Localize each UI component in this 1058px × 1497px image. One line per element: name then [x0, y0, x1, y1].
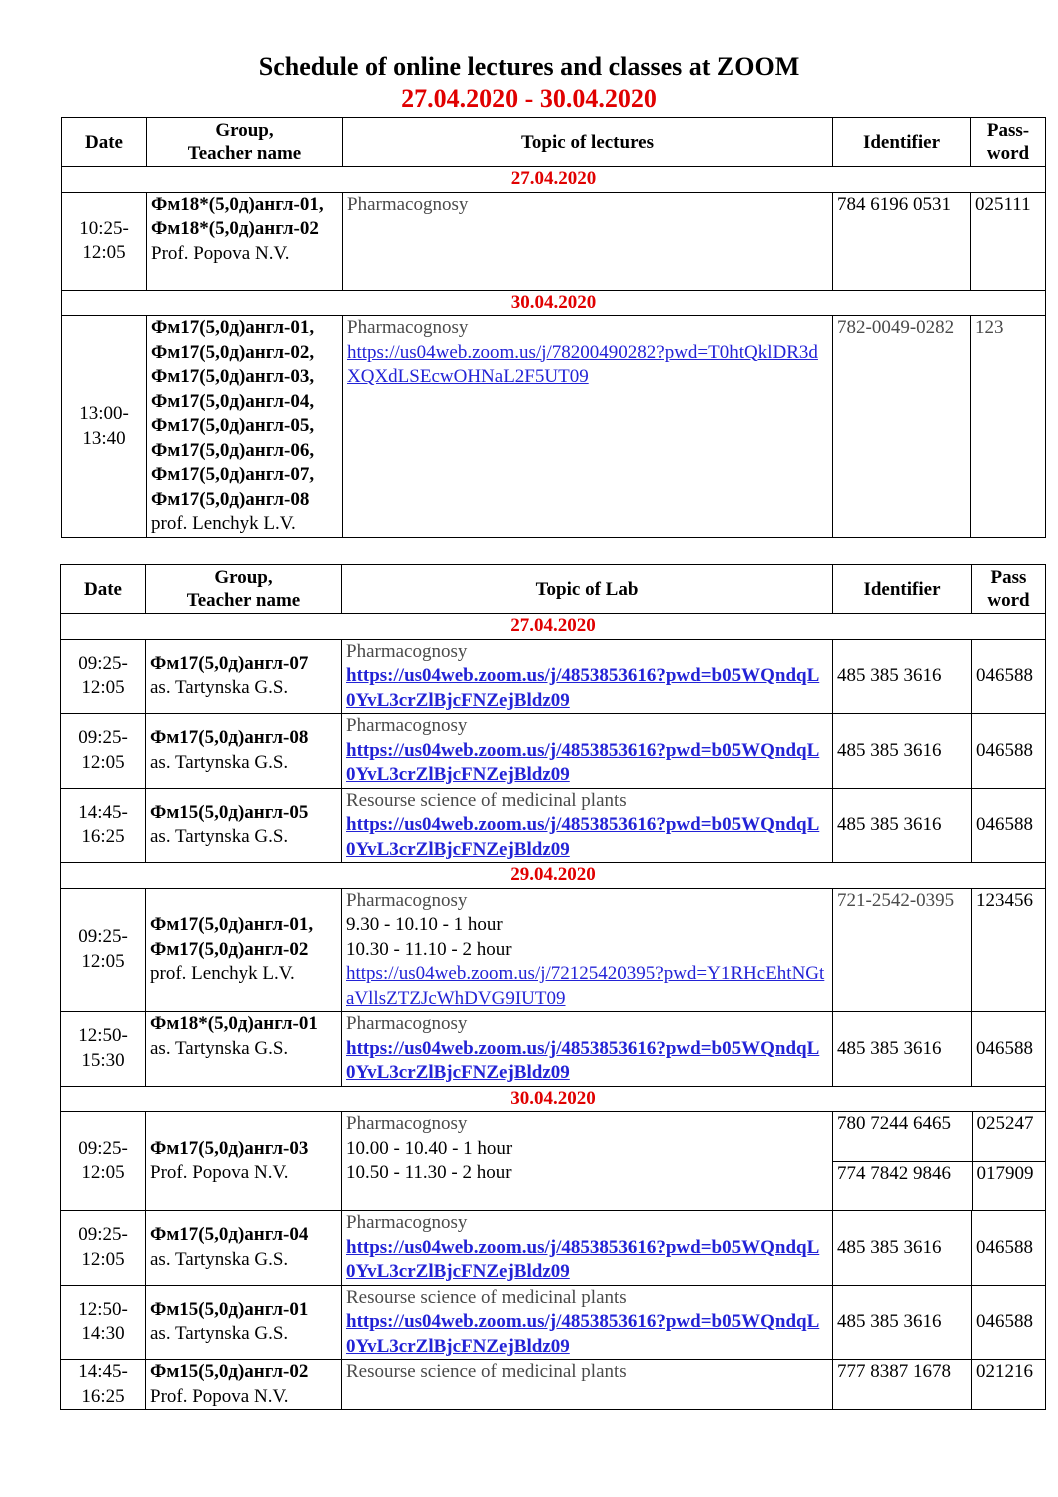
table-row — [61, 1285, 1046, 1360]
topic-cell: Pharmacognosy https://us04web.zoom.us/j/4853853616?pwd=b05WQndqL0YvL3crZlBjcFNZejBldz09 — [342, 1012, 833, 1087]
identifier-cell: 485 385 3616 — [833, 1012, 972, 1087]
table-row — [61, 714, 1046, 789]
identifier-cell: 777 8387 1678 — [833, 1360, 972, 1410]
topic-cell: Pharmacognosy https://us04web.zoom.us/j/78200490282?pwd=T0htQklDR3dXQXdLSEcwOHNaL2F5UT09 — [343, 316, 833, 538]
zoom-link[interactable]: https://us04web.zoom.us/j/4853853616?pwd=b05WQndqL0YvL3crZlBjcFNZejBldz09 — [346, 665, 820, 711]
document-title: Schedule of online lectures and classes at ZOOM — [258, 52, 800, 81]
col-header-topic: Topic of Lab — [342, 565, 833, 614]
day-header: 27.04.2020 — [61, 614, 1046, 640]
zoom-link[interactable]: https://us04web.zoom.us/j/72125420395?pwd=Y1RHcEhtNGtaVllsZTZJcWhDVG9IUT09 — [346, 963, 825, 1009]
col-header-identifier: Identifier — [833, 118, 971, 167]
group-cell: Фм15(5,0д)англ-02 Prof. Popova N.V. — [146, 1360, 342, 1410]
table-row — [61, 1112, 1046, 1211]
identifier-cell: 784 6196 0531 — [833, 192, 971, 290]
identifier-cell: 485 385 3616 — [833, 639, 972, 714]
topic-cell: Pharmacognosy 10.00 - 10.40 - 1 hour 10.50 - 11.30 - 2 hour — [342, 1112, 833, 1211]
date-range: 27.04.2020 - 30.04.2020 — [401, 84, 657, 113]
col-header-password: Pass- word — [971, 118, 1046, 167]
time-cell: 09:25- 12:05 — [61, 1112, 146, 1211]
col-header-topic: Topic of lectures — [343, 118, 833, 167]
group-cell: Фм18*(5,0д)англ-01 as. Tartynska G.S. — [146, 1012, 342, 1087]
topic-cell: Pharmacognosy https://us04web.zoom.us/j/4853853616?pwd=b05WQndqL0YvL3crZlBjcFNZejBldz09 — [342, 639, 833, 714]
day-header: 30.04.2020 — [62, 290, 1046, 316]
labs-table — [60, 564, 1046, 1410]
table-row — [61, 1012, 1046, 1087]
table-row — [62, 316, 1046, 538]
password-cell: 046588 — [972, 1285, 1046, 1360]
day-header: 27.04.2020 — [62, 167, 1046, 193]
table-row — [61, 1360, 1046, 1410]
day-header: 30.04.2020 — [61, 1086, 1046, 1112]
topic-cell: Pharmacognosy https://us04web.zoom.us/j/4853853616?pwd=b05WQndqL0YvL3crZlBjcFNZejBldz09 — [342, 714, 833, 789]
col-header-group: Group, Teacher name — [147, 118, 343, 167]
table-row — [61, 888, 1046, 1012]
time-cell: 12:50- 14:30 — [61, 1285, 146, 1360]
table-row — [61, 639, 1046, 714]
table-row — [61, 1211, 1046, 1286]
lectures-header-row — [62, 118, 1046, 167]
identifier-cell: 782-0049-0282 — [833, 316, 971, 538]
time-cell: 09:25- 12:05 — [61, 1211, 146, 1286]
password-cell: 046588 — [972, 788, 1046, 863]
col-header-password: Pass word — [972, 565, 1046, 614]
group-cell: Фм18*(5,0д)англ-01, Фм18*(5,0д)англ-02 Prof. Popova N.V. — [147, 192, 343, 290]
day-header: 29.04.2020 — [61, 863, 1046, 889]
zoom-link[interactable]: https://us04web.zoom.us/j/4853853616?pwd=b05WQndqL0YvL3crZlBjcFNZejBldz09 — [346, 1311, 820, 1357]
password-cell: 021216 — [972, 1360, 1046, 1410]
zoom-link[interactable]: https://us04web.zoom.us/j/4853853616?pwd=b05WQndqL0YvL3crZlBjcFNZejBldz09 — [346, 814, 820, 860]
time-cell: 12:50- 15:30 — [61, 1012, 146, 1087]
identifier-cell: 485 385 3616 — [833, 788, 972, 863]
table-row — [61, 788, 1046, 863]
time-cell: 09:25- 12:05 — [61, 714, 146, 789]
topic-cell: Pharmacognosy — [343, 192, 833, 290]
topic-cell: Resourse science of medicinal plants https://us04web.zoom.us/j/4853853616?pwd=b05WQndqL0YvL3crZlBjcFNZejBldz09 — [342, 788, 833, 863]
group-cell: Фм15(5,0д)англ-05 as. Tartynska G.S. — [146, 788, 342, 863]
password-cell: 046588 — [972, 1012, 1046, 1087]
lectures-table — [61, 117, 1046, 538]
group-cell: Фм17(5,0д)англ-07 as. Tartynska G.S. — [146, 639, 342, 714]
group-cell: Фм17(5,0д)англ-04 as. Tartynska G.S. — [146, 1211, 342, 1286]
time-cell: 13:00- 13:40 — [62, 316, 147, 538]
password-cell: 025247 — [972, 1112, 1046, 1161]
zoom-link[interactable]: https://us04web.zoom.us/j/78200490282?pwd=T0htQklDR3dXQXdLSEcwOHNaL2F5UT09 — [347, 341, 818, 387]
zoom-link[interactable]: https://us04web.zoom.us/j/4853853616?pwd=b05WQndqL0YvL3crZlBjcFNZejBldz09 — [346, 739, 820, 785]
identifier-cell: 780 7244 6465 — [833, 1112, 972, 1161]
group-cell: Фм17(5,0д)англ-03 Prof. Popova N.V. — [146, 1112, 342, 1211]
zoom-link[interactable]: https://us04web.zoom.us/j/4853853616?pwd=b05WQndqL0YvL3crZlBjcFNZejBldz09 — [346, 1037, 820, 1083]
identifier-cell: 774 7842 9846 — [833, 1161, 972, 1210]
col-header-identifier: Identifier — [833, 565, 972, 614]
password-cell: 025111 — [971, 192, 1046, 290]
zoom-link[interactable]: https://us04web.zoom.us/j/4853853616?pwd=b05WQndqL0YvL3crZlBjcFNZejBldz09 — [346, 1236, 820, 1282]
time-cell: 14:45- 16:25 — [61, 1360, 146, 1410]
identifier-cell: 485 385 3616 — [833, 1211, 972, 1286]
password-cell: 046588 — [972, 714, 1046, 789]
group-cell: Фм17(5,0д)англ-01, Фм17(5,0д)англ-02 prof. Lenchyk L.V. — [146, 888, 342, 1012]
password-cell: 123 — [971, 316, 1046, 538]
password-cell: 046588 — [972, 639, 1046, 714]
time-cell: 14:45- 16:25 — [61, 788, 146, 863]
col-header-date: Date — [62, 118, 147, 167]
topic-cell: Resourse science of medicinal plants — [342, 1360, 833, 1410]
identifier-cell: 485 385 3616 — [833, 714, 972, 789]
col-header-date: Date — [61, 565, 146, 614]
labs-header-row — [61, 565, 1046, 614]
table-row — [62, 192, 1046, 290]
topic-cell: Pharmacognosy https://us04web.zoom.us/j/4853853616?pwd=b05WQndqL0YvL3crZlBjcFNZejBldz09 — [342, 1211, 833, 1286]
time-cell: 10:25- 12:05 — [62, 192, 147, 290]
topic-cell: Pharmacognosy 9.30 - 10.10 - 1 hour 10.30 - 11.10 - 2 hour https://us04web.zoom.us/j/72125420395?pwd=Y1RHcEhtNGtaVllsZTZJcWhDVG9IUT09 — [342, 888, 833, 1012]
password-cell: 123456 — [972, 888, 1046, 1012]
identifier-cell: 485 385 3616 — [833, 1285, 972, 1360]
group-cell: Фм15(5,0д)англ-01 as. Tartynska G.S. — [146, 1285, 342, 1360]
time-cell: 09:25- 12:05 — [61, 888, 146, 1012]
group-cell: Фм17(5,0д)англ-01, Фм17(5,0д)англ-02, Фм17(5,0д)англ-03, Фм17(5,0д)англ-04, Фм17(5,0д)англ-05, Фм17(5,0д)англ-06, Фм17(5,0д)англ-07, Фм17(5,0д)англ-08 prof. Lenchyk L.V. — [147, 316, 343, 538]
identifier-password-split — [833, 1112, 1046, 1211]
identifier-cell: 721-2542-0395 — [833, 888, 972, 1012]
col-header-group: Group, Teacher name — [146, 565, 342, 614]
password-cell: 017909 — [976, 1162, 1034, 1184]
time-cell: 09:25- 12:05 — [61, 639, 146, 714]
password-cell: 046588 — [972, 1211, 1046, 1286]
topic-cell: Resourse science of medicinal plants https://us04web.zoom.us/j/4853853616?pwd=b05WQndqL0YvL3crZlBjcFNZejBldz09 — [342, 1285, 833, 1360]
group-cell: Фм17(5,0д)англ-08 as. Tartynska G.S. — [146, 714, 342, 789]
